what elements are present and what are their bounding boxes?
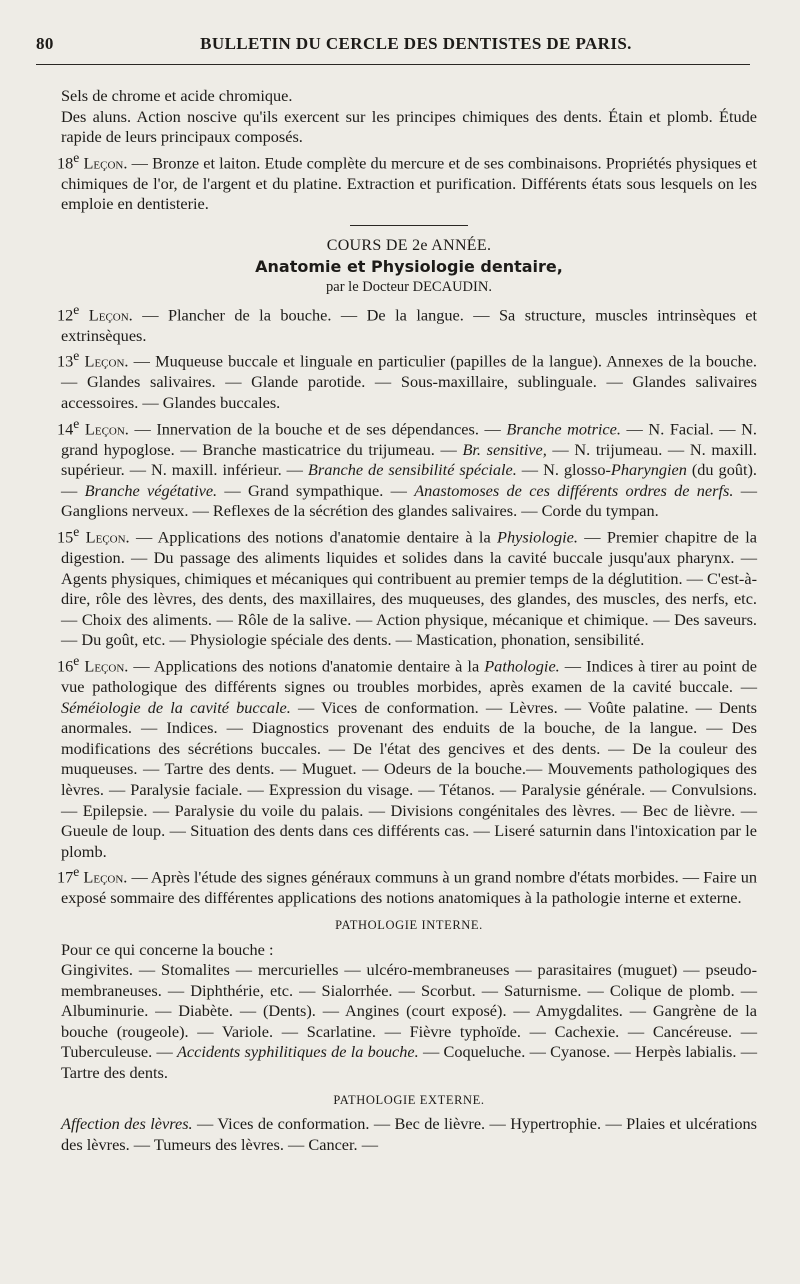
lecon-label: Leçon. [83,867,128,887]
italic-term: Branche de sensibilité spéciale. [307,460,517,480]
italic-term: Branche motrice. [506,419,621,438]
lecon-label: Leçon. [84,656,129,676]
lecon-sup: e [73,415,80,431]
lecon-sup: e [73,652,80,668]
running-header [36,34,750,54]
lecon-label: Leçon. [88,305,133,325]
running-title: BULLETIN DU CERCLE DES DENTISTES DE PARIS. [200,34,632,53]
lecon-text: — Indices à tirer au point de vue pathologique des différents signes ou troubles morbides, après examen de la cavité buccale. — [61,656,757,696]
lecon-text: — N. Facial. — N. grand hypoglose. — Branche masticatrice du trijumeau. — [61,419,758,459]
intro-line-2: Des aluns. Action noscive qu'ils exercent sur les principes chimiques des dents. Étain et plomb. Étude rapide de leurs principaux composés. [61,106,757,147]
lecon-text: — Bronze et laiton. Etude complète du mercure et de ses combinaisons. Propriétés physiques et chimiques de l'or, de l'argent et du platine. Extraction et purification. Différents états sous lesquels on les emploie en dentisterie. [61,153,757,214]
lecon-sup: e [73,864,80,880]
lecon-text: — N. trijumeau. — N. maxill. supérieur. — N. maxill. inférieur. — [61,439,757,480]
lecon-text: — Muqueuse buccale et linguale en particulier (papilles de la langue). Annexes de la bouche. — Glandes salivaires. — Glande parotide. — Sous-maxillaire, sublinguale. — Glandes salivaires accessoires. — Glandes buccales. [61,351,757,412]
course-author: par le Docteur DECAUDIN. [326,279,492,296]
course-subject: Anatomie et Physiologie dentaire, [255,256,563,276]
italic-term: Physiologie. [497,527,578,547]
lecon-17 [57,862,757,909]
section-heading-pathologie-interne: PATHOLOGIE INTERNE. [335,917,483,932]
lecon-number: 18 [57,153,74,173]
lecon-number: 13 [57,351,74,371]
italic-term: Branche végétative. [84,480,218,500]
section-heading-pathologie-externe: PATHOLOGIE EXTERNE. [333,1092,485,1107]
italic-term: Br. sensitive, [462,439,547,459]
lecon-number: 15 [57,527,74,547]
intro-line-1: Sels de chrome et acide chromique. [61,86,293,105]
lecon-16 [57,651,757,862]
lecon-label: Leçon. [85,527,130,547]
lecon-sup: e [73,149,80,165]
path-text: Gingivites. — Stomalites — mercurielles — ulcéro-membraneuses — parasitaires (muguet) — pseudo-membraneuses. — Diphthérie, etc. — Sialorrhée. — Scorbut. — Saturnisme. — Colique de plomb. — Albuminurie. — Diabète. — (Dents). — Angines (court exposé). — Amygdalites. — Gangrène de la bouche (rougeole). — Variole. — Scarlatine. — Fièvre typhoïde. — Cachexie. — Cancéreuse. — Tuberculeuse. — [61,960,757,1062]
path-interne-list [61,960,757,1084]
lecon-text: — Premier chapitre de la digestion. — Du passage des aliments liquides et solides dans la cavité buccale jusqu'aux pharynx. — Agents physiques, chimiques et mécaniques qui contribuent au premier temps de la déglutition. — C'est-à-dire, rôle des lèvres, des dents, des maxillaires, des muqueuses, des glandes, des muscles, des nerfs, etc. — Choix des aliments. — Rôle de la salive. — Action physique, mécanique et chimique. — Des saveurs. — Du goût, etc. — Physiologie spéciale des dents. — Mastication, phonation, sensibilité. [61,527,757,650]
lecon-text: — Ganglions nerveux. — Reflexes de la sécrétion des glandes salivaires. — Corde du tympan. [61,480,758,521]
lecon-sup: e [73,523,80,539]
lecon-text: (du goût). — [61,460,757,500]
lecon-18 [57,148,757,215]
italic-term: Affection des lèvres. [61,1114,193,1134]
lecon-label: Leçon. [84,419,129,438]
lecon-13 [57,346,757,413]
header-rule [36,64,750,65]
lecon-label: Leçon. [84,351,129,371]
lecon-label: Leçon. [83,153,128,173]
path-text: — Vices de conformation. — Bec de lièvre. — Hypertrophie. — Plaies et ulcérations des lèvres. — Tumeurs des lèvres. — Cancer. — [61,1114,758,1154]
italic-term: Accidents syphilitiques de la bouche. [176,1042,419,1062]
lecon-text: — Innervation de la bouche et de ses dépendances. — [128,419,507,438]
italic-term: Pathologie. [484,656,560,676]
path-text: — Coqueluche. — Cyanose. — Herpès labialis. — Tartre des dents. [61,1042,757,1083]
lecon-number: 14 [57,419,74,438]
lecon-14 [57,414,758,522]
lecon-number: 12 [57,305,74,325]
course-title: COURS DE 2e ANNÉE. [326,236,492,254]
page-body [57,86,758,1155]
lecon-15 [57,522,757,651]
lecon-text: — N. glosso- [516,460,611,480]
section-divider [350,225,468,226]
lecon-number: 16 [57,656,74,676]
lecon-text: — Applications des notions d'anatomie dentaire à la [128,656,485,676]
lecon-text: — Grand sympathique. — [217,480,415,500]
lecon-number: 17 [57,867,74,887]
lecon-text: — Après l'étude des signes généraux communs à un grand nombre d'états morbides. — Faire un exposé sommaire des différentes applications des notions anatomiques à la pathologie interne et externe. [61,867,757,908]
italic-term: Séméiologie de la cavité buccale. [61,697,291,717]
lecon-sup: e [73,348,80,364]
lecon-sup: e [73,301,80,317]
path-interne-intro: Pour ce qui concerne la bouche : [61,939,274,959]
italic-term: Anastomoses de ces différents ordres de nerfs. [414,480,734,500]
italic-term: Pharyngien [610,460,687,480]
lecon-text: — Vices de conformation. — Lèvres. — Voûte palatine. — Dents anormales. — Indices. — Diagnostics provenant des enduits de la bouche, de la langue. — Des modifications des sécrétions buccales. — De l'état des gencives et des dents. — De la couleur des muqueuses. — Tartre des dents. — Muguet. — Odeurs de la bouche.— Mouvements pathologiques des lèvres. — Paralysie faciale. — Expression du visage. — Tétanos. — Paralysie générale. — Convulsions. — Epilepsie. — Paralysie du voile du palais. — Divisions congénitales des lèvres. — Bec de lièvre. — Gueule de loup. — Situation des dents dans ces différents cas. — Liseré saturnin dans l'intoxication par le plomb. [61,697,757,861]
page-number: 80 [36,34,54,53]
lecon-text: — Plancher de la bouche. — De la langue. — Sa structure, muscles intrinsèques et extrinsèques. [61,305,757,345]
path-externe-list [61,1114,757,1155]
lecon-12 [57,300,757,347]
lecon-text: — Applications des notions d'anatomie dentaire à la [129,527,498,547]
